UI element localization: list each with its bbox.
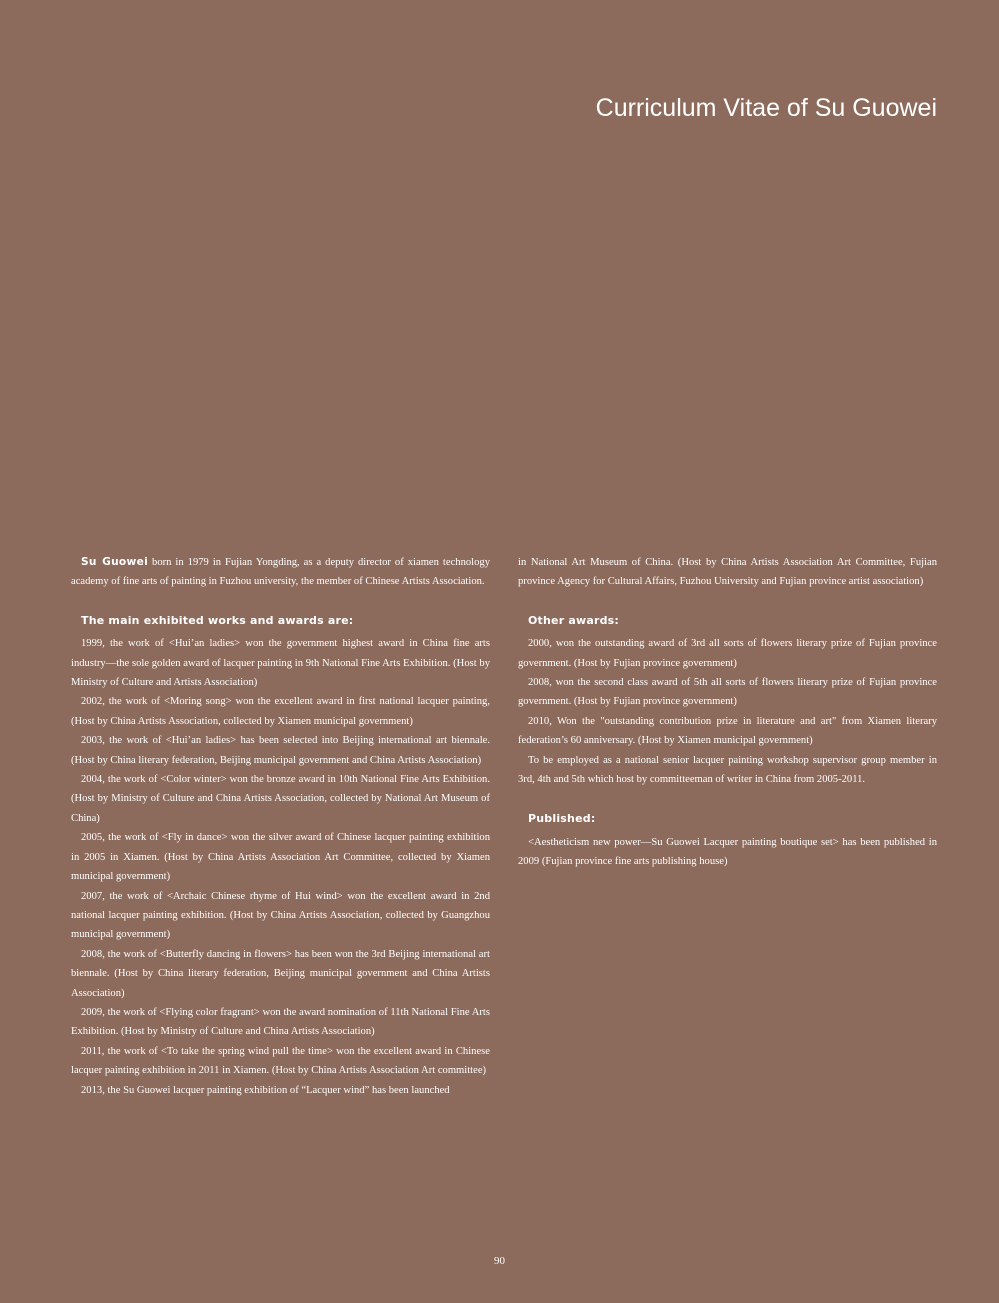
right-column [518,553,937,872]
exhibited-item: 2005, the work of <Fly in dance> won the silver award of Chinese lacquer painting exhibition in 2005 in Xiamen. (Host by China Artists Association Art Committee, collected by Xiamen municipal government) [71,832,490,883]
published-heading: Published: [528,812,596,826]
exhibited-item: 2008, the work of <Butterfly dancing in flowers> has been won the 3rd Beijing international art biennale. (Host by China literary federation, Beijing municipal government and China Artists Association) [71,948,490,999]
exhibited-item: 2003, the work of <Hui’an ladies> has been selected into Beijing international art biennale. (Host by China literary federation, Beijing municipal government and China Artists Association) [71,735,490,766]
exhibited-item: 2011, the work of <To take the spring wind pull the time> won the excellent award in Chinese lacquer painting exhibition in 2011 in Xiamen. (Host by China Artists Association Art committee) [71,1045,490,1077]
artist-name: Su Guowei [81,556,149,568]
exhibited-item: 2013, the Su Guowei lacquer painting exhibition of “Lacquer wind” has been launched [81,1084,450,1096]
published-item: <Aestheticism new power—Su Guowei Lacquer painting boutique set> has been published in 2009 (Fujian province fine arts publishing house) [518,836,937,868]
exhibited-item: 2002, the work of <Moring song> won the excellent award in first national lacquer painting, (Host by China Artists Association, collected by Xiamen municipal government) [71,696,490,727]
exhibited-heading: The main exhibited works and awards are: [81,613,354,627]
exhibited-item: 2009, the work of <Flying color fragrant> won the award nomination of 11th National Fine Arts Exhibition. (Host by Ministry of Culture and China Artists Association) [71,1006,490,1038]
other-awards-heading: Other awards: [528,613,620,627]
exhibited-item-continuation: in National Art Museum of China. (Host by China Artists Association Art Committee, Fujian province Agency for Cultural Affairs, Fuzhou University and Fujian province artist association) [518,557,937,588]
left-column [71,553,490,1100]
exhibited-item: 1999, the work of <Hui’an ladies> won the government highest award in China fine arts industry—the sole golden award of lacquer painting in 9th National Fine Arts Exhibition. (Host by Ministry of Culture and Artists Association) [71,638,490,689]
other-award-item: 2000, won the outstanding award of 3rd all sorts of flowers literary prize of Fujian province government. (Host by Fujian province government) [518,638,937,669]
intro-paragraph [71,553,490,592]
exhibited-item: 2007, the work of <Archaic Chinese rhyme of Hui wind> won the excellent award in 2nd national lacquer painting exhibition. (Host by China Artists Association, collected by Guangzhou municipal government) [71,890,490,941]
page-title: Curriculum Vitae of Su Guowei [595,94,937,122]
other-award-item: 2008, won the second class award of 5th all sorts of flowers literary prize of Fujian province government. (Host by Fujian province government) [518,677,937,708]
other-award-item: To be employed as a national senior lacquer painting workshop supervisor group member in 3rd, 4th and 5th which host by committeeman of writer in China from 2005-2011. [518,754,937,786]
exhibited-item: 2004, the work of <Color winter> won the bronze award in 10th National Fine Arts Exhibition. (Host by Ministry of Culture and China Artists Association, collected by National Art Museum of China) [71,774,490,824]
page-number: 90 [494,1255,505,1267]
other-award-item: 2010, Won the "outstanding contribution prize in literature and art" from Xiamen literary federation’s 60 anniversary. (Host by Xiamen municipal government) [518,715,937,747]
intro-text: born in 1979 in Fujian Yongding, as a deputy director of xiamen technology academy of fine arts of painting in Fuzhou university, the member of Chinese Artists Association. [71,557,490,588]
